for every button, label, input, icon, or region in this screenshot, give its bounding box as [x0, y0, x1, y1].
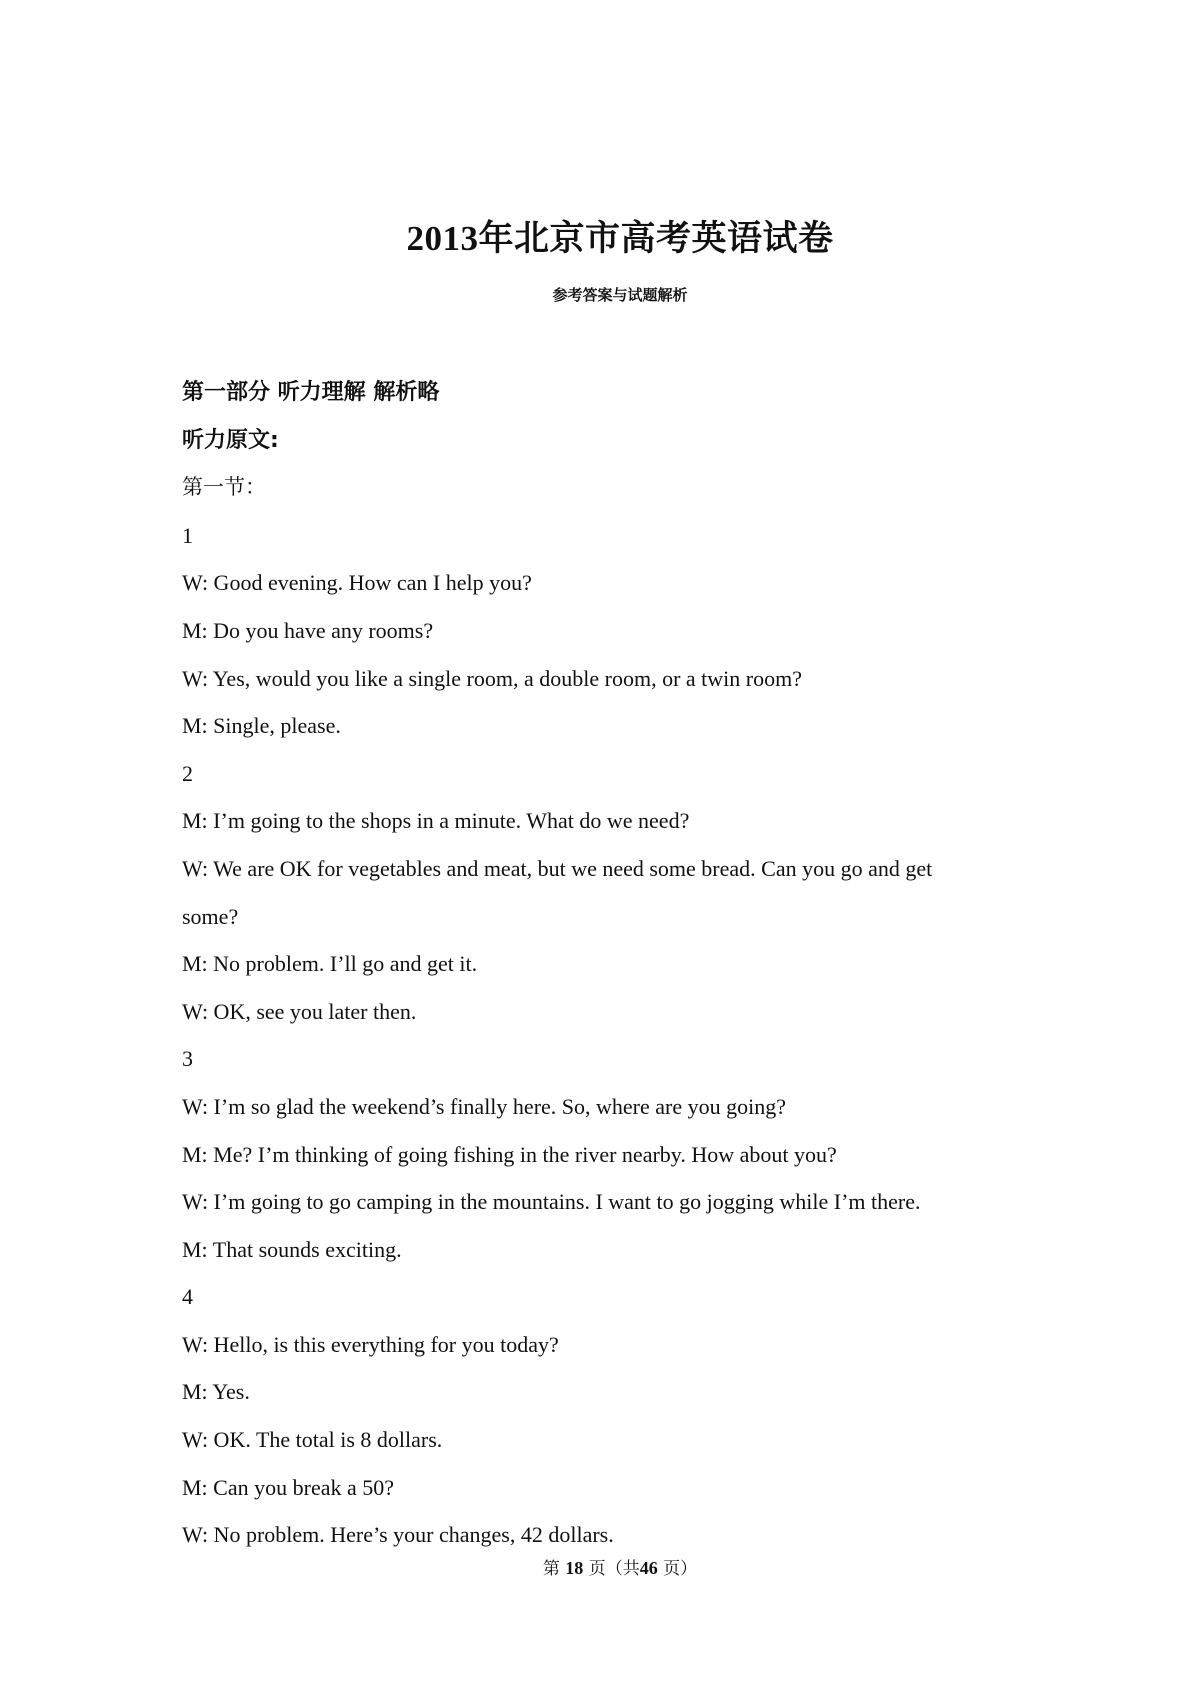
dialogue-line: W: Yes, would you like a single room, a double room, or a twin room?	[182, 665, 802, 691]
total-page-count: 46	[639, 1558, 658, 1578]
dialogue-line: M: Yes.	[182, 1379, 250, 1405]
dialogue-line: W: No problem. Here’s your changes, 42 dollars.	[182, 1522, 614, 1548]
current-page-number: 18	[565, 1558, 584, 1578]
dialogue-line: W: OK, see you later then.	[182, 998, 417, 1024]
dialogue-line: M: Do you have any rooms?	[182, 617, 434, 643]
dialogue-line: W: I’m going to go camping in the mountains. I want to go jogging while I’m there.	[182, 1189, 921, 1215]
dialogue-line: M: I’m going to the shops in a minute. What do we need?	[182, 808, 690, 834]
dialogue-line: some?	[182, 903, 239, 929]
dialogue-line: M: That sounds exciting.	[182, 1236, 402, 1262]
document-title: 2013年北京市高考英语试卷	[406, 219, 834, 258]
dialogue-number: 4	[182, 1284, 193, 1310]
dialogue-line: M: Single, please.	[182, 713, 341, 739]
dialogue-number: 2	[182, 760, 193, 786]
dialogue-line: W: OK. The total is 8 dollars.	[182, 1427, 443, 1453]
dialogue-line: M: No problem. I’ll go and get it.	[182, 951, 478, 977]
transcript-heading: 听力原文:	[182, 427, 279, 453]
transcript-body	[182, 369, 1042, 1559]
section-heading: 第一部分 听力理解 解析略	[182, 380, 440, 405]
dialogue-line: M: Me? I’m thinking of going fishing in the river nearby. How about you?	[182, 1141, 837, 1167]
document-subtitle: 参考答案与试题解析	[552, 286, 688, 304]
dialogue-line: W: Good evening. How can I help you?	[182, 570, 532, 596]
dialogue-number: 1	[182, 522, 193, 548]
footer-prefix: 第	[542, 1559, 560, 1579]
footer-middle: 页（共	[588, 1559, 640, 1579]
dialogue-number: 3	[182, 1046, 193, 1072]
dialogue-line: W: Hello, is this everything for you today?	[182, 1331, 559, 1357]
dialogue-line: M: Can you break a 50?	[182, 1474, 394, 1500]
page-footer	[0, 1556, 1200, 1581]
subsection-label: 第一节：	[182, 475, 266, 500]
dialogue-line: W: I’m so glad the weekend’s finally here. So, where are you going?	[182, 1093, 786, 1119]
footer-suffix: 页）	[663, 1559, 698, 1579]
dialogue-line: W: We are OK for vegetables and meat, but we need some bread. Can you go and get	[182, 855, 933, 881]
